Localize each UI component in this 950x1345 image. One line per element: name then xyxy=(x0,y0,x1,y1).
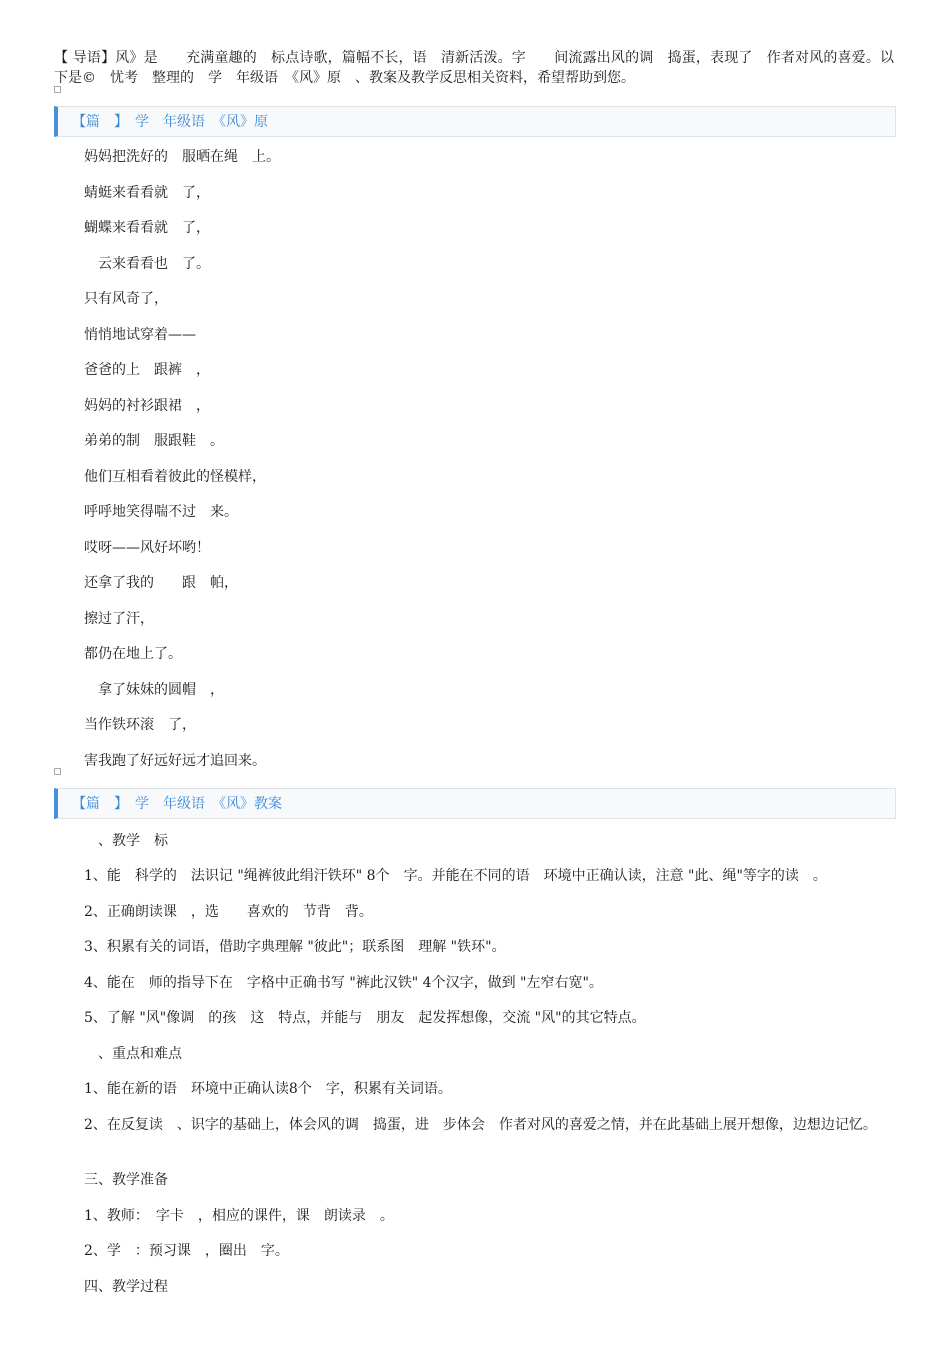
lesson-heading: 四、教学过程 xyxy=(84,1279,168,1295)
poem-line: 悄悄地试穿着—— xyxy=(84,327,196,343)
poem-line: 哎呀——风好坏哟！ xyxy=(84,540,210,556)
intro-paragraph: 【 导语】风》是 充满童趣的 标点诗歌，篇幅不长，语 清新活泼。字 间流露出风的调 捣蛋，表现了 作者对风的喜爱。以下是© 忧考 整理的 学 年级语 《风》原 、教案及教学反思相关资料，希望帮助到您。 xyxy=(54,50,894,86)
lesson-item: 3、积累有关的词语，借助字典理解 "彼此"；联系图 理解 "铁环"。 xyxy=(84,939,506,955)
poem-line: 都仍在地上了。 xyxy=(84,646,182,662)
poem-line: 拿了妹妹的圆帽 ， xyxy=(84,682,224,698)
lesson-heading: 、重点和难点 xyxy=(84,1046,182,1062)
paragraph-marker-icon xyxy=(54,86,61,93)
lesson-heading: 、教学 标 xyxy=(84,833,168,849)
lesson-item: 2、正确朗读课 ，选 喜欢的 节背 背。 xyxy=(84,904,373,920)
lesson-item: 2、在反复读 、识字的基础上，体会风的调 捣蛋，进 步体会 作者对风的喜爱之情，并在此基础上展开想像，边想边记忆。 xyxy=(84,1117,877,1133)
lesson-item: 2、学 ：预习课 ，圈出 字。 xyxy=(84,1243,289,1259)
lesson-item: 1、教师： 字卡 ，相应的课件，课 朗读录 。 xyxy=(84,1208,394,1224)
section-2-header: 【篇 】 学 年级语 《风》教案 xyxy=(54,788,896,819)
poem-line: 当作铁环滚 了， xyxy=(84,717,196,733)
paragraph-marker-icon xyxy=(54,768,61,775)
poem-line: 擦过了汗， xyxy=(84,611,154,627)
poem-line: 妈妈把洗好的 服晒在绳 上。 xyxy=(84,149,280,165)
lesson-heading: 三、教学准备 xyxy=(84,1172,168,1188)
poem-line: 害我跑了好远好远才追回来。 xyxy=(84,753,266,769)
poem-line: 只有风奇了， xyxy=(84,291,168,307)
lesson-item: 5、了解 "风"像调 的孩 这 特点，并能与 朋友 起发挥想像，交流 "风"的其它特点。 xyxy=(84,1010,646,1026)
poem-line: 弟弟的制 服跟鞋 。 xyxy=(84,433,224,449)
lesson-item: 1、能 科学的 法识记 "绳裤彼此绢汗铁环" 8个 字。并能在不同的语 环境中正确认读，注意 "此、绳"等字的读 。 xyxy=(84,868,827,884)
poem-line: 爸爸的上 跟裤 ， xyxy=(84,362,210,378)
poem-line: 云来看看也 了。 xyxy=(84,256,210,272)
poem-line: 呼呼地笑得喘不过 来。 xyxy=(84,504,238,520)
poem-line: 还拿了我的 跟 帕， xyxy=(84,575,238,591)
section-1-header: 【篇 】 学 年级语 《风》原 xyxy=(54,106,896,137)
lesson-item: 1、能在新的语 环境中正确认读8个 字，积累有关词语。 xyxy=(84,1081,452,1097)
poem-line: 他们互相看着彼此的怪模样， xyxy=(84,469,266,485)
poem-line: 蜻蜓来看看就 了， xyxy=(84,185,210,201)
lesson-item: 4、能在 师的指导下在 字格中正确书写 "裤此汉铁" 4个汉字，做到 "左窄右宽"。 xyxy=(84,975,603,991)
poem-line: 蝴蝶来看看就 了， xyxy=(84,220,210,236)
poem-line: 妈妈的衬衫跟裙 ， xyxy=(84,398,210,414)
